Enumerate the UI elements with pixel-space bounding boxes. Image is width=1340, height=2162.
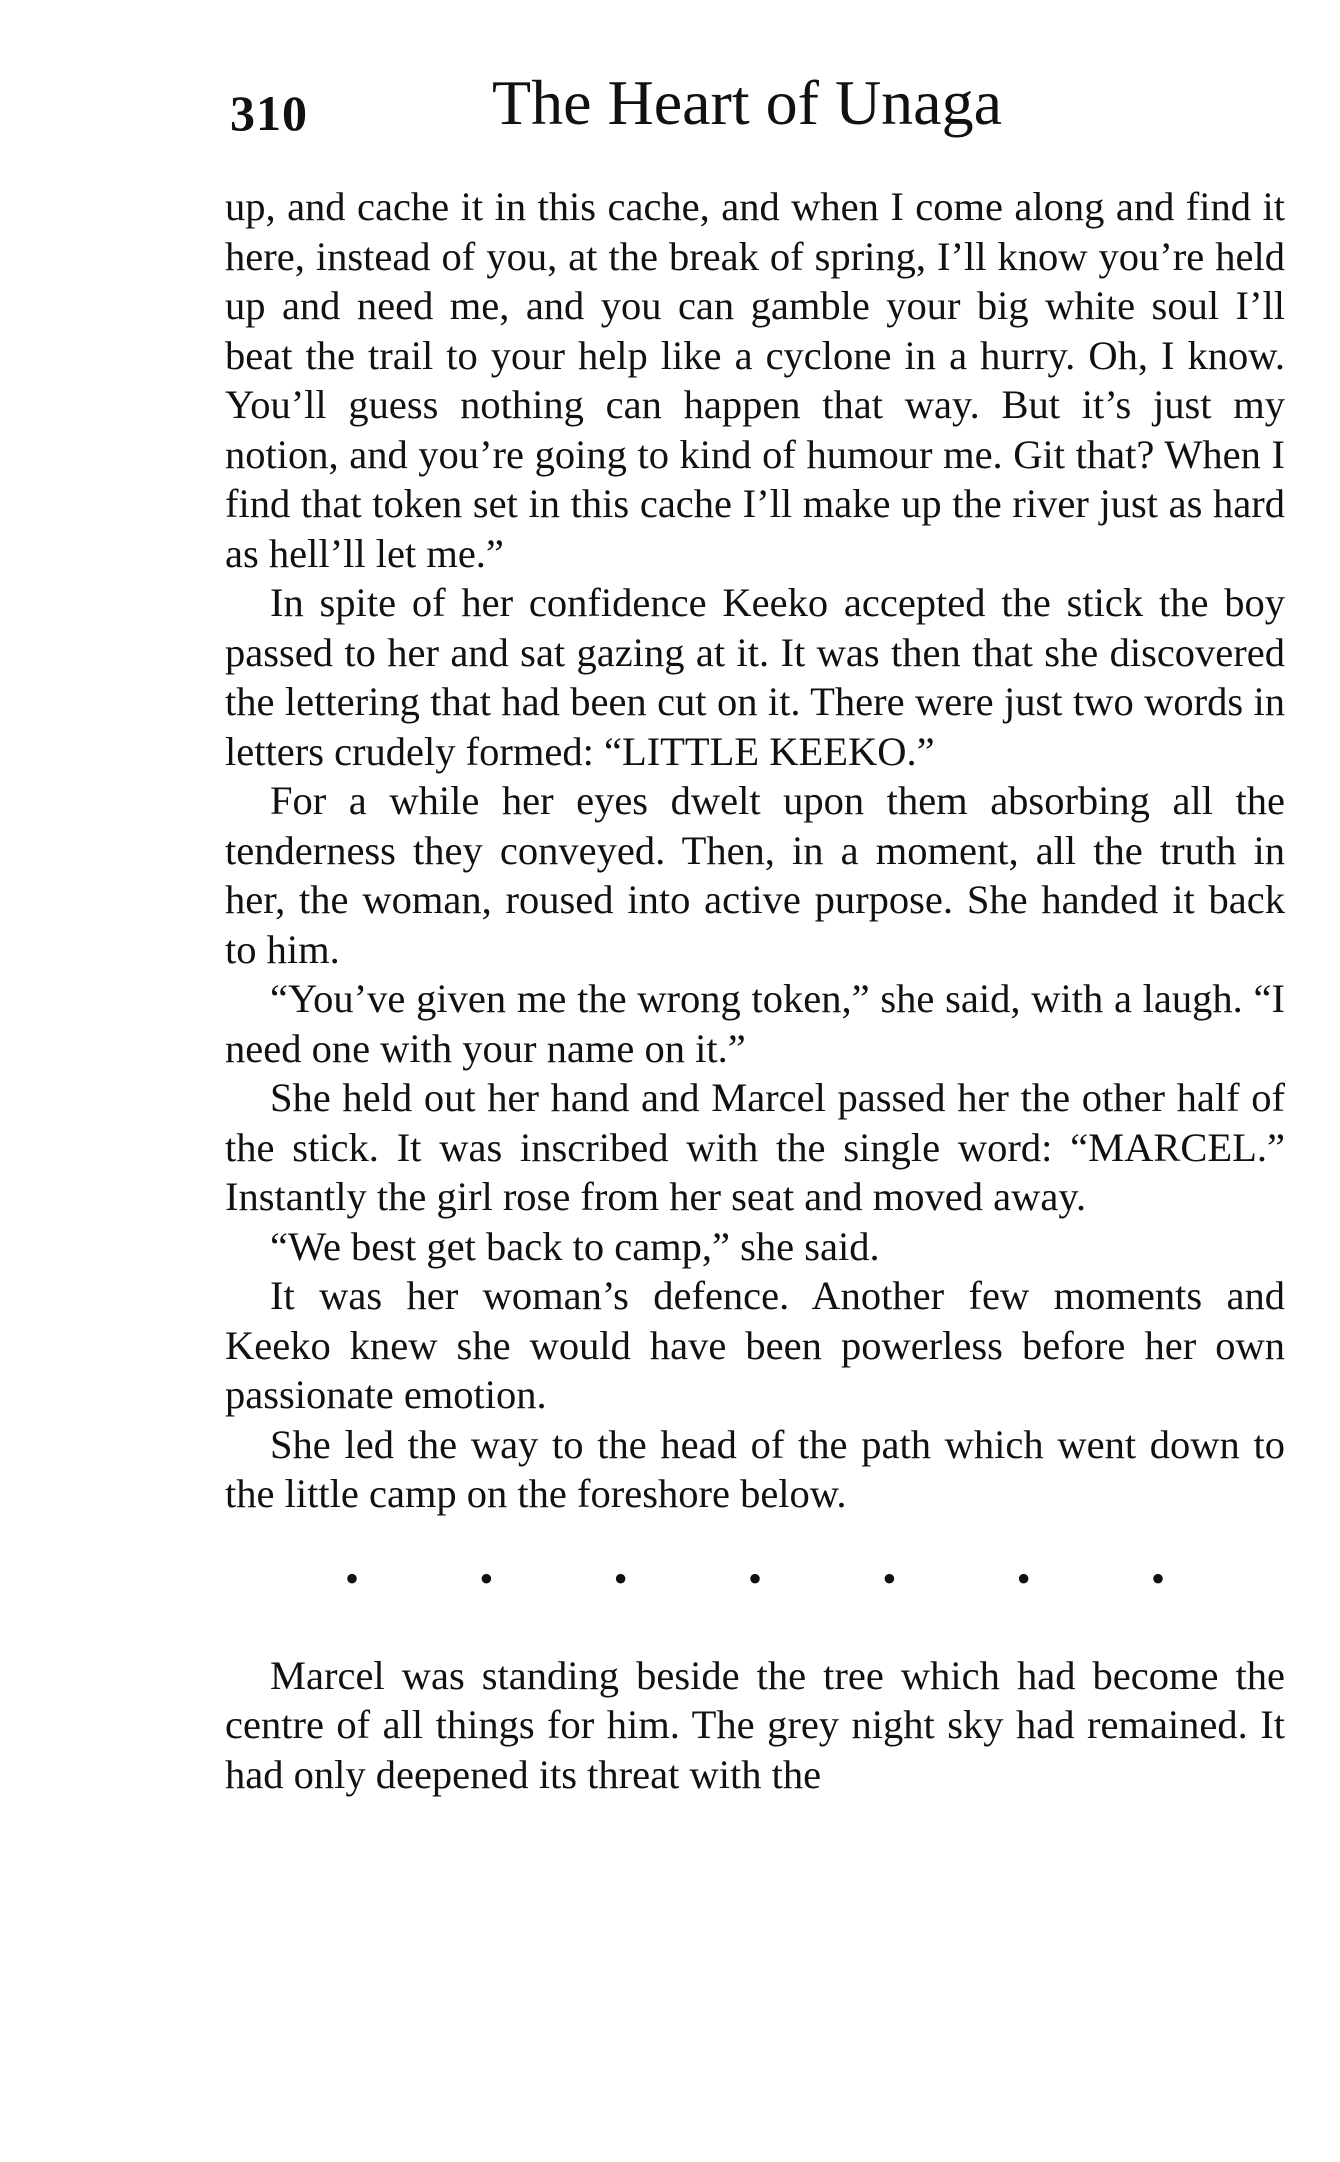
body-text [225,182,1285,1799]
section-break-dot: • [747,1555,762,1601]
section-break [345,1554,1165,1603]
paragraph: Marcel was standing beside the tree which had become the centre of all things for him. The grey night sky had remained. It had only deepened its threat with the [225,1652,1285,1797]
paragraph: In spite of her confidence Keeko accepted the stick the boy passed to her and sat gazing at it. It was then that she discovered the lettering that had been cut on it. There were just two words in letters crudely formed: “LITTLE KEEKO.” [225,580,1285,774]
section-break-dot: • [345,1555,360,1601]
paragraph: “You’ve given me the wrong token,” she said, with a laugh. “I need one with your name on it.” [225,976,1285,1071]
paragraph: For a while her eyes dwelt upon them absorbing all the tenderness they conveyed. Then, in a moment, all the truth in her, the woman, roused into active purpose. She handed it back to him. [225,778,1285,972]
page-number: 310 [230,85,308,141]
section-break-dot: • [1016,1555,1031,1601]
page-header [230,66,1280,146]
paragraph-continued: up, and cache it in this cache, and when I come along and find it here, instead of you, at the break of spring, I’ll know you’re held up and need me, and you can gamble your big white soul I’ll beat the trail to your help like a cyclone in a hurry. Oh, I know. You’ll guess nothing can happen that way. But it’s just my notion, and you’re going to kind of humour me. Git that? When I find that token set in this cache I’ll make up the river just as hard as hell’ll let me.” [225,184,1285,576]
paragraph: She led the way to the head of the path which went down to the little camp on the foreshore below. [225,1421,1285,1516]
running-title: The Heart of Unaga [492,67,1002,138]
paragraph: It was her woman’s defence. Another few moments and Keeko knew she would have been powerless before her own passionate emotion. [225,1273,1285,1417]
paragraph: “We best get back to camp,” she said. [270,1223,880,1269]
section-break-dot: • [882,1555,897,1601]
paragraph: She held out her hand and Marcel passed her the other half of the stick. It was inscribed with the single word: “MARCEL.” Instantly the girl rose from her seat and moved away. [225,1075,1285,1219]
section-break-dot: • [1150,1555,1165,1601]
section-break-dot: • [479,1555,494,1601]
section-break-dot: • [613,1555,628,1601]
